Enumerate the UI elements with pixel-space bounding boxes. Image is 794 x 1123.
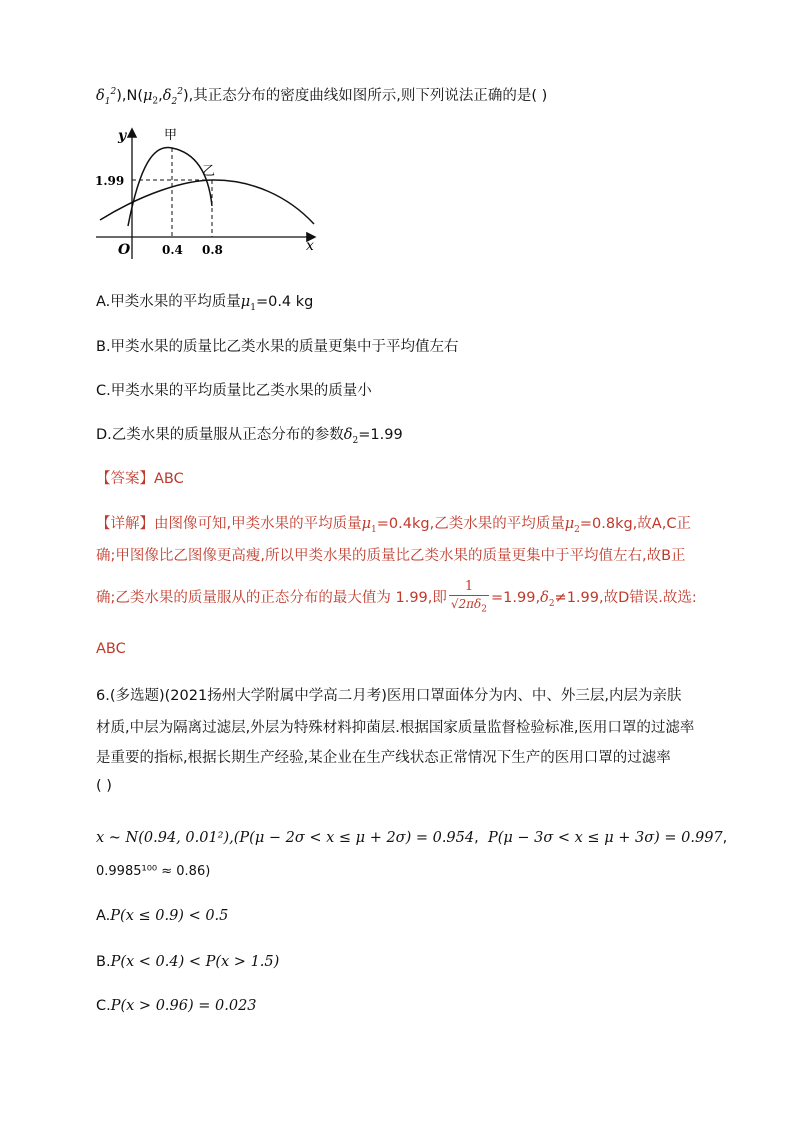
option-a: A.甲类水果的平均质量$\mu_1=0.4$ kg (96, 294, 314, 313)
y-axis-label: y (118, 128, 127, 144)
label-yi: 乙 (202, 164, 216, 179)
fraction: $\frac{1}{√2\pi\delta_2}$ (449, 579, 489, 617)
q6-line-6: 0.9985¹⁰⁰ ≈ 0.86) (96, 864, 211, 879)
detail-line-4: ABC (96, 641, 126, 657)
intro-left: ),N( (116, 87, 143, 104)
detail-line-1: 【详解】由图像可知,甲类水果的平均质量$\mu_1=0.4kg$,乙类水果的平均质量$\mu_2=0.8kg$,故A,C正 (96, 516, 691, 535)
q6-line-5: x ~ N(0.94, 0.01²),(P(μ − 2σ < x ≤ μ + 2σ) = 0.954, P(μ − 3σ < x ≤ μ + 3σ) = 0.997, (96, 830, 728, 846)
option-b: B.甲类水果的质量比乙类水果的质量更集中于平均值左右 (96, 339, 459, 355)
density-figure (92, 124, 332, 264)
x-tick-08: 0.8 (202, 243, 223, 257)
prob-3sigma: P(μ − 3σ < x ≤ μ + 3σ) = 0.997 (487, 830, 723, 846)
y-tick-199: 1.99 (95, 174, 125, 188)
detail-line-2: 确;甲图像比乙图像更高瘦,所以甲类水果的质量比乙类水果的质量更集中于平均值左右,故B正 (96, 548, 686, 564)
x-tick-04: 0.4 (162, 243, 183, 257)
q6-line-1: 6.(多选题)(2021扬州大学附属中学高二月考)医用口罩面体分为内、中、外三层,内层为亲肤 (96, 688, 682, 704)
x-axis-label: x (306, 238, 314, 254)
intro-mu2: μ (142, 87, 153, 104)
detail-line-3: 确;乙类水果的质量服从的正态分布的最大值为 1.99,即 $\frac{1}{√2\pi\delta_2}$ $=1.99,\delta_2\ne 1.99$,故D错误.故选: (96, 578, 697, 624)
answer-label: 【答案】ABC (96, 471, 184, 487)
label-jia: 甲 (164, 128, 178, 143)
q6-option-c: C.P(x > 0.96) = 0.023 (96, 998, 257, 1014)
origin-label: O (118, 242, 131, 258)
intro-line: $\delta_1^2),N(\mu_2,\delta_2^2)$,其正态分布的密度曲线如图所示,则下列说法正确的是( ) (96, 87, 548, 107)
q6-line-4: ( ) (96, 778, 112, 794)
distribution: x ~ N(0.94, 0.01²),( (96, 830, 240, 846)
option-c: C.甲类水果的平均质量比乙类水果的质量小 (96, 383, 372, 399)
option-d: D.乙类水果的质量服从正态分布的参数$\delta_2=1.99$ (96, 427, 403, 446)
prob-2sigma: P(μ − 2σ < x ≤ μ + 2σ) = 0.954 (239, 830, 475, 846)
q6-line-3: 是重要的指标,根据长期生产经验,某企业在生产线状态正常情况下生产的医用口罩的过滤率 (96, 750, 671, 766)
intro-right: ),其正态分布的密度曲线如图所示,则下列说法正确的是( ) (182, 87, 548, 104)
q6-line-2: 材质,中层为隔离过滤层,外层为特殊材料抑菌层.根据国家质量监督检验标准,医用口罩的过滤率 (96, 720, 695, 736)
q6-option-b: B.P(x < 0.4) < P(x > 1.5) (96, 954, 280, 970)
q6-option-a: A.P(x ≤ 0.9) < 0.5 (96, 908, 229, 924)
